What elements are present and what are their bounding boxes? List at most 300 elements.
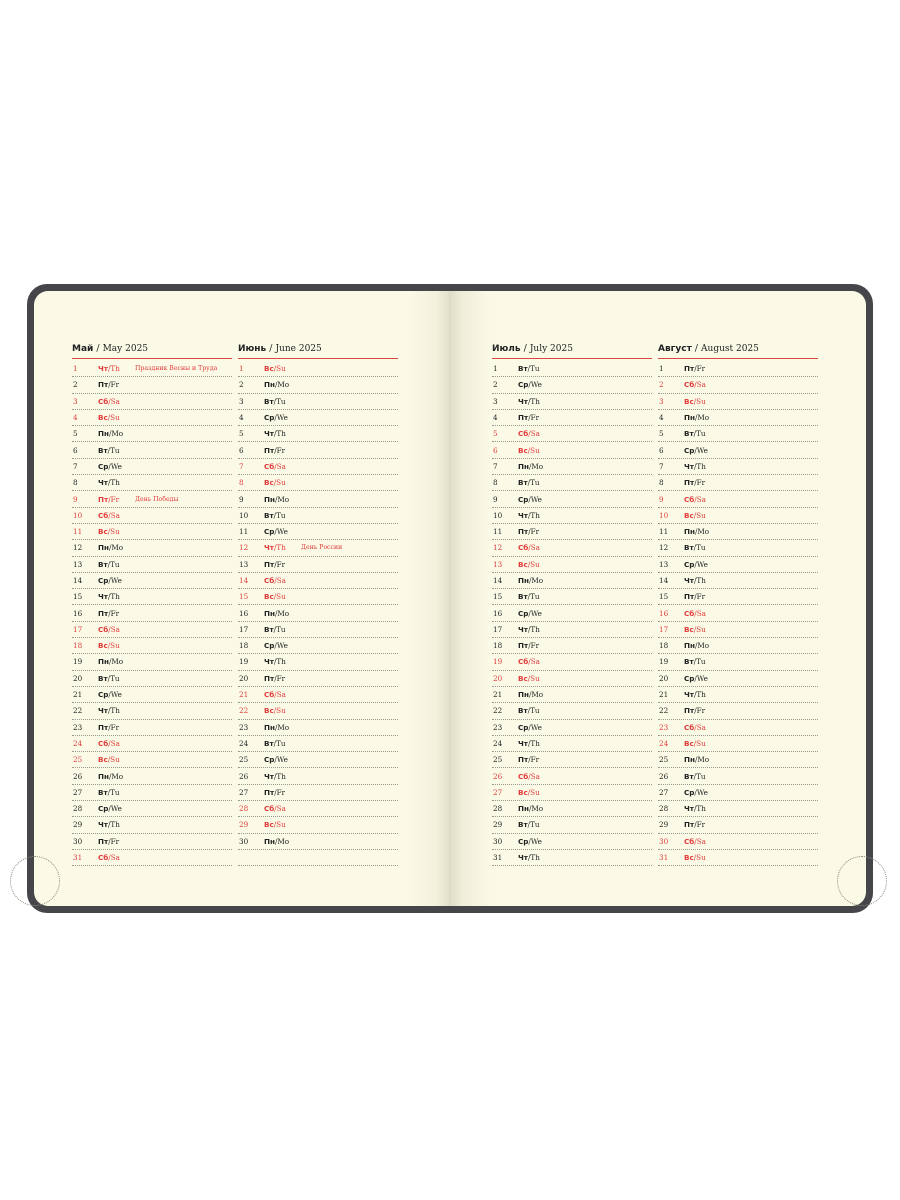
weekday: Пт/Fr [98,836,120,846]
weekday-ru: Вт [98,559,108,569]
weekday: Вс/Su [264,820,286,830]
day-number: 27 [73,787,83,797]
day-row [658,442,818,458]
weekday: Пн/Mo [98,543,124,553]
day-row [658,459,818,475]
weekday-ru: Сб [684,380,695,390]
weekday-ru: Пн [98,657,109,667]
day-row [72,426,232,442]
weekday: Пт/Fr [98,608,120,618]
day-number: 19 [493,657,503,667]
day-number: 28 [73,804,83,814]
weekday-ru: Вт [684,543,694,553]
day-row [238,638,398,654]
weekday-en: Su [110,755,120,765]
day-row [72,491,232,507]
weekday-en: Sa [696,608,706,618]
day-number: 19 [239,657,249,667]
weekday-en: Sa [276,804,286,814]
weekday-ru: Вс [518,559,528,569]
day-row [72,589,232,605]
day-row [238,573,398,589]
weekday-en: Sa [696,722,706,732]
weekday-ru: Чт [518,853,528,863]
day-list [658,361,818,866]
day-number: 2 [239,380,244,390]
day-row [658,703,818,719]
weekday-ru: Вс [518,445,528,455]
day-number: 20 [239,673,249,683]
weekday: Пн/Mo [98,429,124,439]
weekday-en: Tu [276,624,286,634]
weekday-en: Sa [696,836,706,846]
weekday-ru: Ср [518,608,529,618]
weekday: Сб/Sa [684,608,706,618]
day-row [72,736,232,752]
day-row [238,850,398,866]
day-row [492,638,652,654]
day-row [238,589,398,605]
day-number: 8 [73,478,78,488]
weekday-ru: Пн [518,804,529,814]
weekday-en: Th [530,738,540,748]
planner-spread [27,284,873,913]
weekday-en: We [110,461,122,471]
weekday: Вт/Tu [518,592,540,602]
weekday-en: Mo [697,641,710,651]
weekday: Пн/Mo [518,804,544,814]
day-number: 4 [73,413,78,423]
weekday-ru: Пт [264,559,275,569]
day-number: 10 [493,510,503,520]
weekday-ru: Вт [518,364,528,374]
weekday-en: Mo [697,413,710,423]
day-number: 31 [493,853,503,863]
weekday-ru: Пт [264,445,275,455]
weekday: Сб/Sa [98,396,120,406]
weekday-en: Mo [111,771,124,781]
weekday-ru: Чт [98,478,108,488]
weekday-en: We [530,380,542,390]
weekday-en: Th [110,706,120,716]
weekday-ru: Вт [98,787,108,797]
day-row [658,557,818,573]
day-number: 2 [493,380,498,390]
weekday: Чт/Th [518,853,540,863]
day-row [72,442,232,458]
day-row [72,817,232,833]
day-number: 25 [493,755,503,765]
weekday-ru: Ср [684,445,695,455]
weekday-en: Sa [530,771,540,781]
day-number: 14 [73,576,83,585]
holiday-note: День Победы [135,495,179,503]
weekday-en: Th [110,478,120,488]
day-row [238,622,398,638]
weekday-en: Sa [276,461,286,471]
weekday: Вс/Su [264,706,286,716]
weekday-ru: Ср [684,673,695,683]
weekday-en: Fr [530,641,540,651]
weekday-en: Su [110,413,120,423]
day-row [72,524,232,540]
weekday-ru: Вт [518,478,528,488]
weekday-en: We [276,755,288,765]
weekday-en: Tu [110,445,120,455]
day-row [492,540,652,556]
day-list [72,361,232,866]
weekday-en: We [530,608,542,618]
day-number: 23 [239,722,249,732]
day-number: 18 [239,641,249,651]
day-row [238,768,398,784]
weekday-en: Th [110,820,120,830]
weekday-ru: Вт [98,673,108,683]
weekday: Сб/Sa [518,657,540,667]
month-name-ru: Июль [492,344,521,354]
day-number: 1 [73,364,78,374]
day-row [238,459,398,475]
day-row [492,817,652,833]
weekday: Сб/Sa [98,624,120,634]
weekday-ru: Сб [98,396,109,406]
weekday-ru: Чт [518,396,528,406]
weekday-en: Fr [696,592,706,602]
weekday: Чт/Th [684,576,706,585]
weekday: Чт/Th [98,820,120,830]
day-number: 25 [239,755,249,765]
weekday-en: Th [530,396,540,406]
weekday-en: Fr [696,478,706,488]
weekday-ru: Сб [518,429,529,439]
weekday: Вс/Su [518,673,540,683]
weekday-ru: Вс [684,624,694,634]
weekday-en: Fr [110,608,120,618]
day-number: 24 [239,738,249,748]
weekday-ru: Пн [684,641,695,651]
day-number: 2 [659,380,664,390]
weekday-en: We [276,527,288,537]
weekday: Вт/Tu [98,787,120,797]
day-number: 8 [659,478,664,488]
weekday: Сб/Sa [264,690,286,700]
day-row [238,442,398,458]
weekday-en: Tu [276,738,286,748]
weekday-ru: Вт [684,429,694,439]
weekday-ru: Сб [98,738,109,748]
day-row [238,361,398,377]
month-june [238,340,398,866]
day-number: 17 [239,624,249,634]
weekday-ru: Ср [684,559,695,569]
weekday: Пт/Fr [264,787,286,797]
weekday-ru: Вс [264,592,274,602]
day-number: 9 [493,494,498,504]
weekday-en: We [276,641,288,651]
weekday-ru: Пт [98,380,109,390]
weekday: Вс/Su [264,364,286,374]
weekday-ru: Вт [518,820,528,830]
weekday: Чт/Th [518,396,540,406]
day-row [492,491,652,507]
day-row [658,394,818,410]
day-number: 24 [493,738,503,748]
day-row [238,654,398,670]
weekday-ru: Пт [264,673,275,683]
day-row [238,377,398,393]
day-number: 30 [239,836,249,846]
day-row [72,573,232,589]
weekday-en: We [696,787,708,797]
month-heading: Август / August 2025 [658,340,818,359]
weekday-en: Th [110,364,120,374]
weekday-en: Su [696,853,706,863]
weekday-en: Fr [276,445,286,455]
day-row [72,785,232,801]
day-row [658,671,818,687]
weekday-ru: Пн [98,429,109,439]
weekday: Чт/Th [518,624,540,634]
day-number: 5 [493,429,498,439]
weekday-ru: Ср [264,755,275,765]
weekday-ru: Пт [684,706,695,716]
day-row [238,720,398,736]
day-number: 26 [493,771,503,781]
day-row [238,671,398,687]
weekday-en: Tu [530,592,540,602]
day-number: 13 [659,559,669,569]
weekday: Чт/Th [684,804,706,814]
day-number: 11 [659,527,669,537]
weekday: Сб/Sa [684,494,706,504]
weekday-ru: Вт [98,445,108,455]
weekday-ru: Пт [684,364,695,374]
weekday: Вс/Su [684,738,706,748]
weekday-ru: Вс [264,820,274,830]
weekday-ru: Пн [684,527,695,537]
day-number: 2 [73,380,78,390]
weekday-ru: Пт [98,836,109,846]
weekday: Ср/We [684,787,708,797]
weekday: Чт/Th [264,657,286,667]
weekday: Ср/We [518,494,542,504]
weekday-ru: Ср [98,461,109,471]
day-row [492,410,652,426]
weekday-en: Sa [530,429,540,439]
day-number: 13 [493,559,503,569]
day-number: 22 [493,706,503,716]
weekday-en: Th [276,543,286,553]
day-number: 24 [659,738,669,748]
weekday: Сб/Sa [518,429,540,439]
weekday: Сб/Sa [684,380,706,390]
weekday: Пт/Fr [518,413,540,423]
day-number: 28 [493,804,503,814]
day-number: 21 [493,690,503,700]
day-number: 16 [493,608,503,618]
weekday-ru: Вс [98,641,108,651]
weekday: Сб/Sa [264,804,286,814]
weekday-en: We [110,690,122,700]
day-number: 30 [493,836,503,846]
weekday-en: Fr [276,787,286,797]
weekday: Ср/We [518,836,542,846]
weekday-en: Fr [696,820,706,830]
day-row [72,671,232,687]
weekday-en: We [276,413,288,423]
day-row [492,768,652,784]
day-number: 30 [659,836,669,846]
day-row [492,785,652,801]
weekday-en: Tu [530,706,540,716]
day-row [658,752,818,768]
weekday-en: Th [696,576,706,585]
weekday-en: Su [276,364,286,374]
weekday: Чт/Th [264,771,286,781]
day-number: 30 [73,836,83,846]
day-number: 16 [659,608,669,618]
weekday: Вт/Tu [518,820,540,830]
weekday: Пн/Mo [264,608,290,618]
weekday-ru: Пн [518,576,529,585]
weekday-en: Su [530,787,540,797]
day-number: 27 [239,787,249,797]
day-row [492,752,652,768]
day-number: 29 [73,820,83,830]
day-row [492,524,652,540]
day-row [658,475,818,491]
day-row [658,785,818,801]
day-list [492,361,652,866]
weekday-ru: Чт [264,771,274,781]
day-number: 1 [659,364,664,374]
weekday-ru: Ср [264,641,275,651]
weekday: Пн/Mo [518,690,544,700]
day-number: 7 [239,461,244,471]
weekday-en: Tu [110,673,120,683]
weekday-en: Th [696,461,706,471]
weekday: Пт/Fr [684,364,706,374]
weekday-ru: Пн [98,543,109,553]
day-row [238,834,398,850]
weekday-en: Fr [696,364,706,374]
weekday-en: Mo [697,527,710,537]
day-row [658,654,818,670]
weekday-en: Sa [696,380,706,390]
weekday: Ср/We [264,641,288,651]
weekday: Пт/Fr [518,641,540,651]
weekday: Вс/Su [98,755,120,765]
weekday-en: Su [276,820,286,830]
day-row [72,361,232,377]
weekday-ru: Пн [264,836,275,846]
day-row [238,394,398,410]
weekday-en: Mo [531,804,544,814]
day-row [658,768,818,784]
weekday: Пт/Fr [264,445,286,455]
day-row [492,589,652,605]
weekday: Пн/Mo [518,576,544,585]
month-heading: Май / May 2025 [72,340,232,359]
day-number: 12 [493,543,503,553]
weekday: Пн/Mo [684,641,710,651]
weekday: Вс/Su [684,510,706,520]
weekday-ru: Вс [518,787,528,797]
weekday-en: Su [696,738,706,748]
weekday: Чт/Th [264,543,286,553]
weekday-ru: Вс [264,364,274,374]
day-row [658,817,818,833]
weekday-ru: Пн [684,413,695,423]
weekday: Сб/Sa [264,461,286,471]
right-page [449,291,866,906]
month-name-en: July 2025 [529,344,573,354]
weekday-en: Tu [696,771,706,781]
day-row [238,752,398,768]
weekday-en: Th [530,853,540,863]
weekday: Вс/Su [98,413,120,423]
weekday-en: Fr [110,836,120,846]
weekday-ru: Сб [264,804,275,814]
weekday: Сб/Sa [98,510,120,520]
weekday-en: Tu [276,396,286,406]
weekday: Пт/Fr [684,706,706,716]
holiday-note: Праздник Весны и Труда [135,365,218,373]
day-row [72,475,232,491]
weekday-en: We [530,836,542,846]
day-row [658,540,818,556]
weekday-ru: Чт [684,576,694,585]
day-number: 21 [659,690,669,700]
day-number: 6 [239,445,244,455]
weekday: Сб/Sa [98,853,120,863]
weekday-ru: Чт [264,657,274,667]
day-number: 25 [73,755,83,765]
day-number: 27 [493,787,503,797]
day-number: 15 [659,592,669,602]
day-row [72,834,232,850]
day-number: 22 [239,706,249,716]
month-may [72,340,232,866]
day-row [492,573,652,589]
weekday-ru: Вт [518,706,528,716]
day-row [238,540,398,556]
day-row [492,459,652,475]
weekday-ru: Вс [264,706,274,716]
weekday-ru: Чт [98,820,108,830]
weekday: Вс/Su [264,478,286,488]
day-number: 22 [73,706,83,716]
weekday-ru: Вс [684,510,694,520]
day-number: 10 [239,510,249,520]
weekday-en: Sa [276,576,286,585]
weekday: Ср/We [264,413,288,423]
day-number: 26 [659,771,669,781]
weekday-ru: Ср [518,722,529,732]
weekday: Вт/Tu [518,478,540,488]
day-row [658,573,818,589]
weekday-ru: Пт [98,722,109,732]
day-row [492,703,652,719]
weekday-en: Sa [110,738,120,748]
weekday: Пт/Fr [98,722,120,732]
day-row [238,524,398,540]
weekday-ru: Пт [518,413,529,423]
weekday-en: Tu [276,510,286,520]
weekday-en: Su [530,673,540,683]
day-number: 10 [659,510,669,520]
weekday-en: Mo [111,543,124,553]
